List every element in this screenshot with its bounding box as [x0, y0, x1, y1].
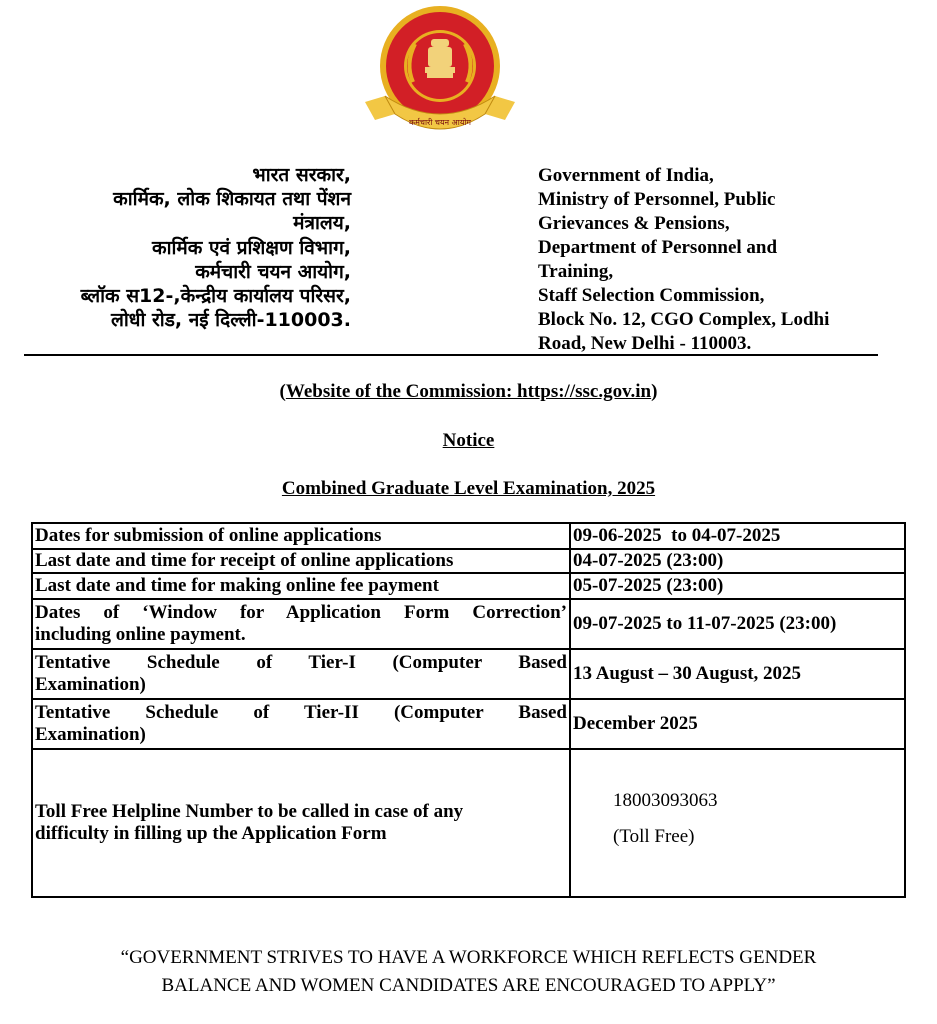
- table-row: [32, 649, 905, 699]
- schedule-label: Last date and time for receipt of online applications: [32, 549, 570, 573]
- schedule-label: Dates for submission of online applications: [32, 523, 570, 549]
- schedule-value: 05-07-2025 (23:00): [570, 573, 905, 599]
- english-line: Block No. 12, CGO Complex, Lodhi: [538, 309, 830, 330]
- table-row: [32, 749, 905, 897]
- schedule-table: [31, 522, 906, 898]
- footer-quote: “GOVERNMENT STRIVES TO HAVE A WORKFORCE WHICH REFLECTS GENDER BALANCE AND WOMEN CANDIDATES ARE ENCOURAGED TO APPLY”: [120, 947, 817, 996]
- svg-text:कर्मचारी चयन आयोग: कर्मचारी चयन आयोग: [408, 118, 472, 127]
- hindi-line: कार्मिक एवं प्रशिक्षण विभाग,: [152, 236, 351, 259]
- schedule-value: 04-07-2025 (23:00): [570, 549, 905, 573]
- hindi-line: कार्मिक, लोक शिकायत तथा पेंशन: [113, 188, 351, 211]
- english-line: Staff Selection Commission,: [538, 285, 765, 306]
- schedule-value: 13 August – 30 August, 2025: [570, 649, 905, 699]
- english-address-block: [538, 164, 918, 356]
- schedule-value: 09-06-2025 to 04-07-2025: [570, 523, 905, 549]
- table-row: [32, 523, 905, 549]
- table-row: [32, 699, 905, 749]
- english-line: Road, New Delhi - 110003.: [538, 333, 752, 354]
- schedule-value: 09-07-2025 to 11-07-2025 (23:00): [570, 599, 905, 649]
- hindi-line: मंत्रालय,: [293, 212, 351, 235]
- helpline-label: Toll Free Helpline Number to be called in case of any difficulty in filling up the Application Form: [32, 749, 570, 897]
- hindi-address-block: [1, 163, 351, 332]
- header-divider: [24, 354, 878, 356]
- helpline-number: 18003093063: [613, 790, 718, 811]
- hindi-line: ब्लॉक स12-,केन्द्रीय कार्यालय परिसर,: [80, 285, 351, 308]
- schedule-label-line: Examination): [35, 724, 146, 745]
- website-close-paren: ): [651, 381, 658, 402]
- hindi-line: भारत सरकार,: [252, 164, 351, 186]
- schedule-label: [32, 649, 570, 699]
- notice-heading: Notice: [442, 430, 495, 451]
- english-line: Training,: [538, 261, 614, 282]
- ssc-logo: [355, 4, 525, 144]
- schedule-label-line: including online payment.: [35, 624, 246, 645]
- schedule-label-line: Dates of ‘Window for Application Form Correction’: [35, 602, 567, 623]
- website-link[interactable]: Website of the Commission: https://ssc.gov.in: [285, 381, 652, 402]
- table-row: [32, 573, 905, 599]
- english-line: Grievances & Pensions,: [538, 213, 730, 234]
- ssc-emblem-icon: [355, 4, 525, 144]
- website-open-paren: (: [279, 381, 286, 402]
- schedule-label: Last date and time for making online fee payment: [32, 573, 570, 599]
- schedule-label-line: Tentative Schedule of Tier-II (Computer Based: [35, 702, 567, 723]
- table-row: [32, 599, 905, 649]
- hindi-line: लोधी रोड, नई दिल्ली-110003.: [110, 309, 351, 332]
- english-line: Ministry of Personnel, Public: [538, 189, 776, 210]
- schedule-value: December 2025: [570, 699, 905, 749]
- helpline-value-cell: [570, 749, 905, 897]
- schedule-label: [32, 599, 570, 649]
- schedule-label: [32, 699, 570, 749]
- english-line: Department of Personnel and: [538, 237, 778, 258]
- exam-title: Combined Graduate Level Examination, 2025: [281, 478, 656, 499]
- hindi-line: कर्मचारी चयन आयोग,: [195, 260, 351, 283]
- table-row: [32, 549, 905, 573]
- website-line: [0, 381, 937, 403]
- schedule-label-line: Examination): [35, 674, 146, 695]
- english-line: Government of India,: [538, 165, 714, 186]
- helpline-note: (Toll Free): [613, 826, 695, 847]
- schedule-label-line: Tentative Schedule of Tier-I (Computer Based: [35, 652, 567, 673]
